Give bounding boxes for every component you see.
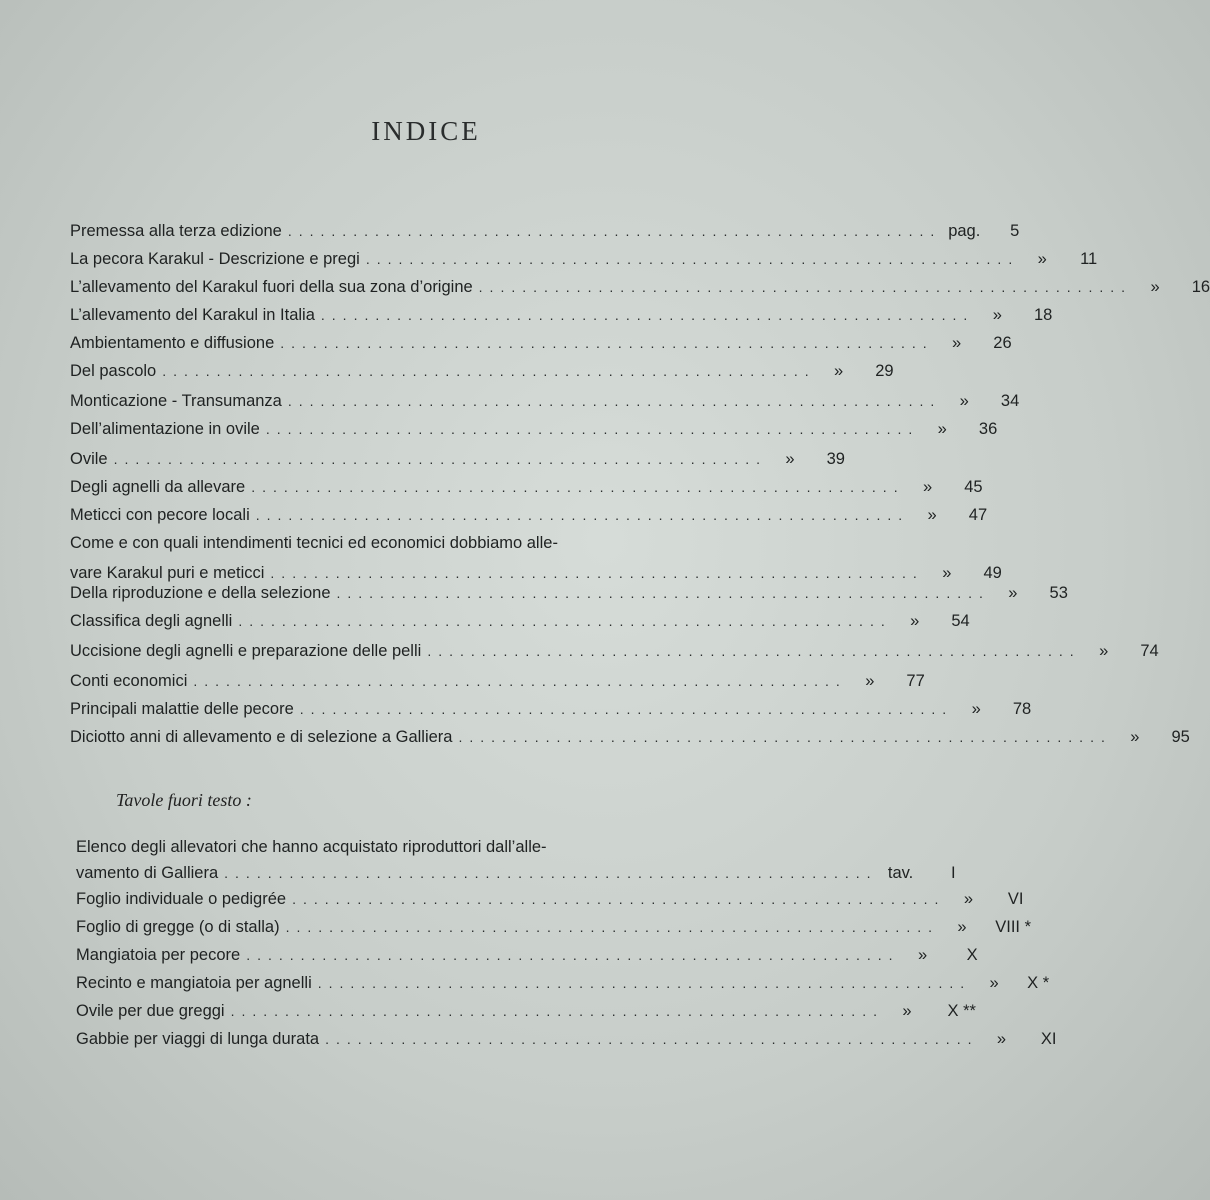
plate-entry [76,946,978,965]
toc-entry [70,612,970,631]
toc-entry-page: 78 [1012,700,1032,718]
plate-entry-label: Gabbie per viaggi di lunga durata [76,1030,320,1048]
dot-leader: ............................................................ [193,673,847,689]
dot-leader: ............................................................ [162,363,816,379]
toc-entry-label: Premessa alla terza edizione [70,222,282,240]
toc-entry-label: Degli agnelli da allevare [70,478,246,496]
toc-entry-marker: » [923,478,933,496]
toc-entry [70,506,988,525]
plate-entry-marker: » [963,890,974,908]
toc-entry-marker: » [952,334,962,352]
plate-entry-marker: » [902,1002,912,1020]
toc-entry-page: 95 [1171,728,1190,746]
plate-entry-label: Ovile per due greggi [76,1002,225,1020]
toc-entry-page: 49 [983,564,1002,582]
toc-entry-page: 77 [906,672,925,690]
dot-leader: ............................................................ [113,451,767,467]
toc-entry [70,700,1032,719]
dot-leader: ............................................................ [427,643,1081,659]
dot-leader: ............................................................ [320,307,975,323]
toc-entry-label: Ambientamento e diffusione [70,334,275,352]
toc-entry-page: 36 [978,420,998,438]
plate-entry-marker: » [917,946,928,964]
toc-entry [70,450,845,469]
dot-leader: ............................................................ [365,251,1020,267]
plate-entry-label: Recinto e mangiatoia per agnelli [76,974,312,992]
plate-entry [76,864,956,883]
toc-entry-page: 5 [1010,222,1020,240]
plate-entry-marker: » [989,974,999,992]
toc-entry-marker: » [785,450,795,468]
toc-entry [70,222,1020,241]
dot-leader: ............................................................ [230,1003,884,1019]
toc-entry-page: 47 [968,506,988,524]
toc-entry-label: L’allevamento del Karakul in Italia [70,306,315,324]
dot-leader: ............................................................ [246,947,900,963]
plate-entry-label: Foglio individuale o pedigrée [76,890,287,908]
toc-entry-page: 53 [1049,584,1068,602]
plate-entry-label: Elenco degli allevatori che hanno acquistato riproduttori dall’alle- [76,838,547,856]
toc-entry-marker: » [1099,642,1109,660]
toc-entry-label: Diciotto anni di allevamento e di selezione a Galliera [70,728,453,746]
toc-entry-marker: » [959,392,969,410]
dot-leader: ............................................................ [251,479,905,495]
dot-leader: ............................................................ [224,865,878,881]
toc-entry-label: Meticci con pecore locali [70,506,250,524]
toc-entry-page: 45 [964,478,983,496]
toc-entry-label: Del pascolo [70,362,157,380]
dot-leader: ............................................................ [317,975,972,991]
dot-leader: ............................................................ [325,1031,979,1047]
toc-entry [70,362,894,381]
toc-entry-marker: » [927,506,937,524]
toc-entry [70,420,998,439]
toc-entry-page: 26 [993,334,1012,352]
dot-leader: ............................................................ [270,565,924,581]
dot-leader: ............................................................ [238,613,892,629]
toc-entry [70,478,983,497]
toc-entry-page: 16 [1191,278,1210,296]
toc-entry-label: Ovile [70,450,108,468]
dot-leader: ............................................................ [255,507,910,523]
toc-entry-page: 29 [875,362,894,380]
toc-entry-marker: » [910,612,920,630]
toc-entry [70,392,1020,411]
dot-leader: ............................................................ [280,335,934,351]
toc-entry [70,728,1190,747]
toc-entry-label: Della riproduzione e della selezione [70,584,331,602]
plate-entry-marker: tav. [887,864,914,882]
toc-entry-label: Come e con quali intendimenti tecnici ed economici dobbiamo alle- [70,534,558,552]
toc-entry-label: Classifica degli agnelli [70,612,233,630]
toc-entry-page: 54 [951,612,970,630]
dot-leader: ............................................................ [299,701,954,717]
toc-entry-label: L’allevamento del Karakul fuori della sua zona d’origine [70,278,473,296]
plate-entry-label: Foglio di gregge (o di stalla) [76,918,280,936]
plates-heading: Tavole fuori testo : [116,790,252,810]
toc-entry-label: La pecora Karakul - Descrizione e pregi [70,250,360,268]
toc-entry-marker: pag. [948,222,981,240]
toc-entry-page: 74 [1140,642,1159,660]
toc-entry-marker: » [865,672,875,690]
plate-entry-page: VI [1007,890,1024,908]
dot-leader: ............................................................ [478,279,1133,295]
toc-entry [70,672,925,691]
toc-entry [70,564,1002,583]
toc-entry-label: Uccisione degli agnelli e preparazione delle pelli [70,642,422,660]
toc-entry-marker: » [1008,584,1018,602]
toc-entry-marker: » [992,306,1002,324]
dot-leader: ............................................................ [287,223,942,239]
dot-leader: ............................................................ [265,421,920,437]
toc-entry-marker: » [937,420,947,438]
toc-entry [70,584,1068,603]
toc-entry-page: 18 [1033,306,1053,324]
plate-entry-marker: » [996,1030,1007,1048]
toc-entry-page: 11 [1080,250,1098,268]
toc-entry-marker: » [942,564,952,582]
dot-leader: ............................................................ [285,919,939,935]
dot-leader: ............................................................ [287,393,942,409]
plate-entry [76,974,1050,993]
toc-entry-marker: » [1037,250,1047,268]
dot-leader: ............................................................ [458,729,1112,745]
toc-entry-label: Conti economici [70,672,188,690]
plate-entry [76,890,1024,909]
toc-entry [70,334,1012,353]
toc-entry-marker: » [1130,728,1140,746]
toc-entry-page: 34 [1000,392,1020,410]
plate-entry-page: I [950,864,956,882]
plate-entry-page: X ** [947,1002,976,1020]
dot-leader: ............................................................ [336,585,990,601]
toc-entry [70,642,1159,661]
toc-entry [70,250,1098,269]
plate-entry-page: VIII * [995,918,1031,936]
toc-entry-label: Principali malattie delle pecore [70,700,294,718]
toc-entry [70,278,1210,297]
toc-entry-page: 39 [826,450,845,468]
plate-entry-page: X * [1027,974,1050,992]
plate-entry-label: vamento di Galliera [76,864,219,882]
dot-leader: ............................................................ [292,891,946,907]
plate-entry-page: XI [1040,1030,1057,1048]
page-title: INDICE [371,116,481,146]
toc-entry-label: Dell’alimentazione in ovile [70,420,260,438]
plate-entry [76,918,1031,937]
toc-entry-marker: » [834,362,844,380]
toc-entry-label: Monticazione - Transumanza [70,392,282,410]
plate-entry-page: X [966,946,978,964]
toc-entry [70,306,1053,325]
plate-entry-marker: » [957,918,967,936]
toc-entry-marker: » [1150,278,1160,296]
toc-entry-label: vare Karakul puri e meticci [70,564,265,582]
plate-entry [76,1030,1057,1049]
plate-entry [76,1002,976,1021]
toc-entry-marker: » [971,700,981,718]
plate-entry-label: Mangiatoia per pecore [76,946,241,964]
